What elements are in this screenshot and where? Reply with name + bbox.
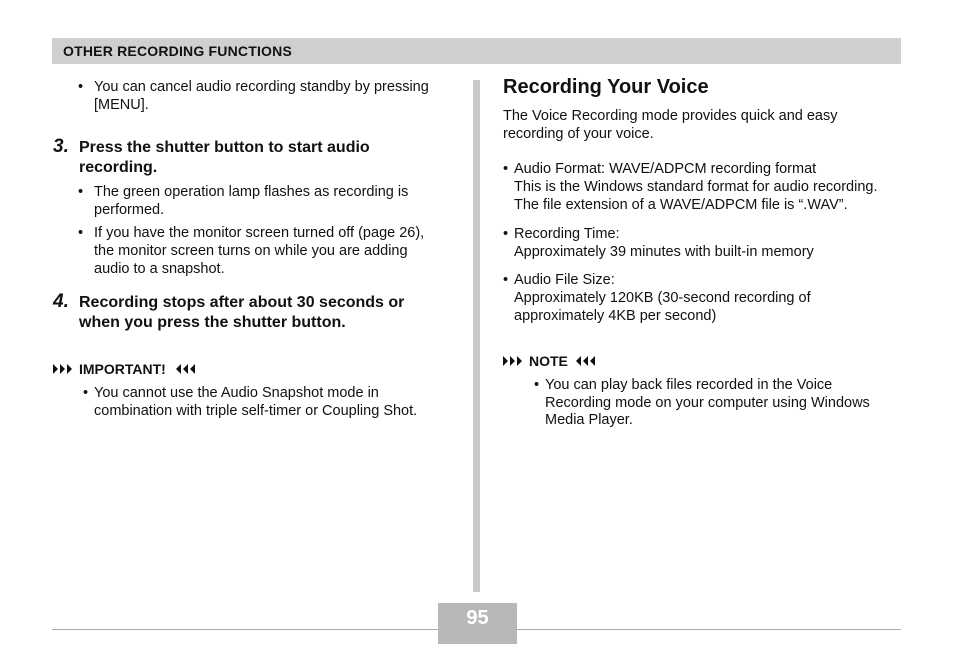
important-label: IMPORTANT! [79,361,166,377]
note-line-1: You can play back files recorded in the Voice [545,377,833,393]
note-label: NOTE [529,353,568,369]
step-4-line-2: when you press the shutter button. [79,314,346,331]
step-3-bullet-2-line-1: If you have the monitor screen turned off (page 26), [94,225,425,241]
intro-bullet-line-1: You can cancel audio recording standby by pressing [94,79,429,95]
section-header-bar [52,38,901,64]
note-line-3: Media Player. [545,412,633,428]
right-arrows-icon [53,363,75,375]
spec-format-line-1: Audio Format: WAVE/ADPCM recording format [514,161,817,177]
step-3-bullet-1-line-1: The green operation lamp flashes as recording is [94,184,409,200]
bullet-marker: • [503,161,509,177]
bullet-marker: • [503,226,509,242]
column-divider [473,80,480,592]
page-number: 95 [466,607,489,629]
step-3-line-1: Press the shutter button to start audio [79,139,370,156]
spec-time-line-1: Recording Time: [514,226,620,242]
spec-format-line-2: This is the Windows standard format for audio recording. [514,179,878,195]
spec-size-line-3: approximately 4KB per second) [514,308,717,324]
left-arrows-icon [575,355,597,367]
step-3-number: 3. [53,136,69,157]
left-arrows-icon [175,363,197,375]
note-line-2: Recording mode on your computer using Windows [545,395,870,411]
bullet-marker: • [503,272,509,288]
spec-size-line-1: Audio File Size: [514,272,615,288]
right-arrows-icon [503,355,525,367]
page-heading: Recording Your Voice [503,76,709,98]
intro-line-1: The Voice Recording mode provides quick and easy [503,108,838,124]
step-4-line-1: Recording stops after about 30 seconds or [79,294,405,311]
bullet-marker: • [78,79,84,95]
bullet-marker: • [78,225,84,241]
bullet-marker: • [78,184,84,200]
spec-size-line-2: Approximately 120KB (30-second recording of [514,290,811,306]
step-3-bullet-2-line-2: the monitor screen turns on while you are adding [94,243,408,259]
important-line-2: combination with triple self-timer or Coupling Shot. [94,403,418,419]
intro-bullet-line-2: [MENU]. [94,97,149,113]
step-3-bullet-2-line-3: audio to a snapshot. [94,261,225,277]
step-4-number: 4. [53,291,69,312]
intro-line-2: recording of your voice. [503,126,654,142]
page-number-box [438,603,517,644]
step-3-line-2: recording. [79,159,158,176]
spec-time-line-2: Approximately 39 minutes with built-in memory [514,244,814,260]
spec-format-line-3: The file extension of a WAVE/ADPCM file is “.WAV”. [514,197,848,213]
section-title: OTHER RECORDING FUNCTIONS [63,43,292,59]
bullet-marker: • [534,377,540,393]
bullet-marker: • [83,385,89,401]
important-line-1: You cannot use the Audio Snapshot mode in [94,385,379,401]
step-3-bullet-1-line-2: performed. [94,202,165,218]
